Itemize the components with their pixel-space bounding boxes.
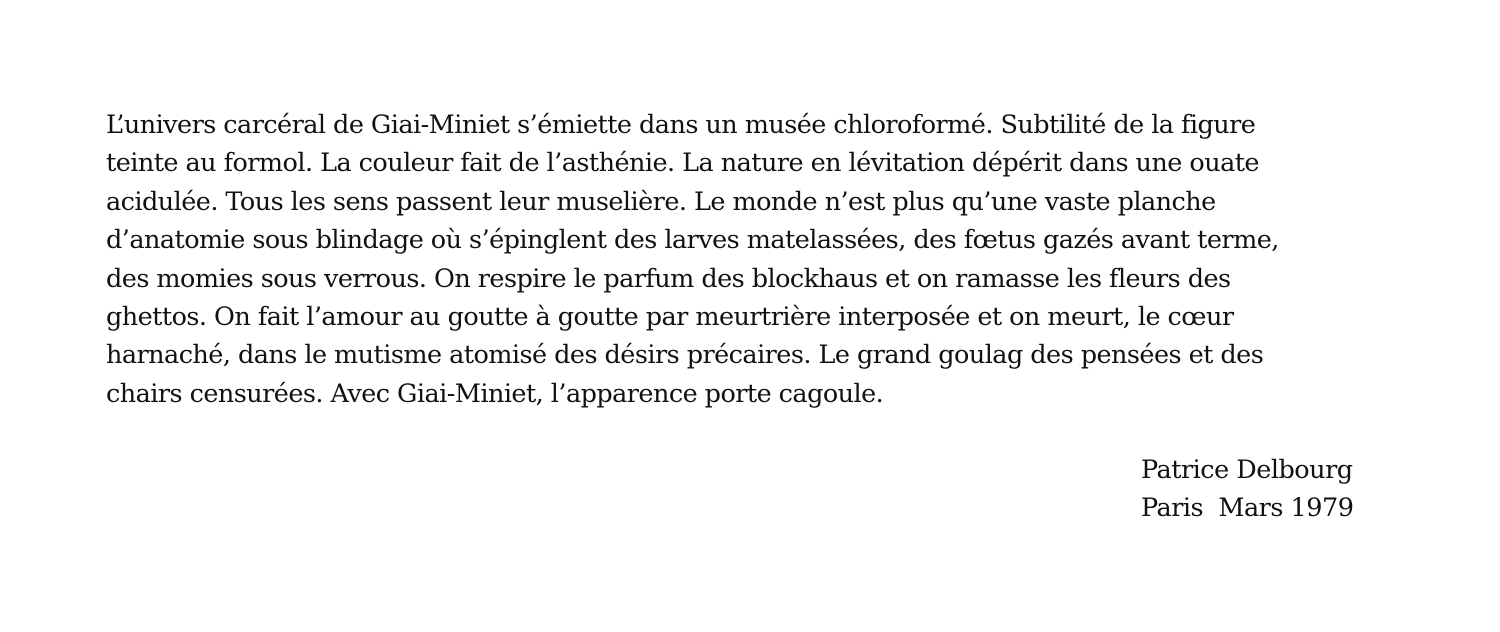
author-name: Patrice Delbourg — [1141, 455, 1353, 485]
paragraph-line: teinte au formol. La couleur fait de l’asthénie. La nature en lévitation dépérit dans une ouate — [106, 148, 1259, 179]
paragraph-line: d’anatomie sous blindage où s’épinglent des larves matelassées, des fœtus gazés avant terme, — [106, 225, 1279, 256]
place-date: Paris Mars 1979 — [1141, 493, 1354, 523]
paragraph-line: L’univers carcéral de Giai-Miniet s’émiette dans un musée chloroformé. Subtilité de la figure — [106, 110, 1256, 140]
paragraph-line: des momies sous verrous. On respire le parfum des blockhaus et on ramasse les fleurs des — [106, 263, 1231, 294]
paragraph-line: ghettos. On fait l’amour au goutte à goutte par meurtrière interposée et on meurt, le cœur — [106, 302, 1234, 333]
paragraph-line: acidulée. Tous les sens passent leur muselière. Le monde n’est plus qu’une vaste planche — [106, 186, 1216, 217]
text-paragraph — [106, 106, 1396, 413]
paragraph-line: chairs censurées. Avec Giai-Miniet, l’apparence porte cagoule. — [106, 378, 884, 409]
paragraph-line: harnaché, dans le mutisme atomisé des désirs précaires. Le grand goulag des pensées et des — [106, 340, 1264, 371]
signature-block — [1141, 451, 1353, 527]
